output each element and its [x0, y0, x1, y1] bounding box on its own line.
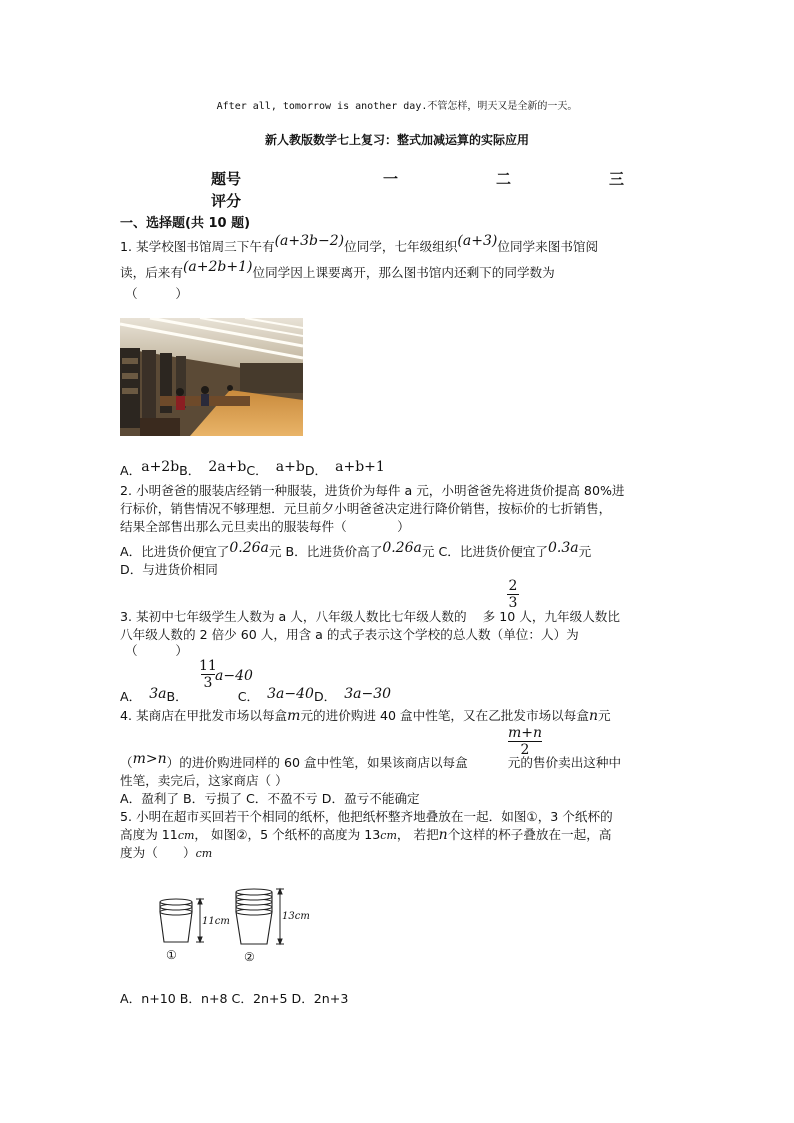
- column-1: 一: [383, 170, 399, 188]
- motto-line: After all, tomorrow is another day.不管怎样，明天又是全新的一天。: [216, 101, 578, 112]
- q4-text: 元的售价卖出这种中: [507, 755, 622, 770]
- q4-line1: [120, 705, 611, 724]
- q5-text: ， 若把: [396, 827, 439, 842]
- column-3: 三: [609, 170, 625, 188]
- q5-text: 个这样的杯子叠放在一起，高: [447, 827, 612, 842]
- q1-options: [120, 460, 385, 479]
- q2-line3: 结果全部售出那么元旦卖出的服装每件（ ）: [120, 519, 410, 534]
- q3-c-expr: 3a−40: [267, 686, 314, 702]
- q4-var-m: m: [287, 708, 301, 724]
- cup-height-label-2: 13cm: [282, 911, 310, 922]
- q4-options[interactable]: A．盈利了 B．亏损了 C．不盈不亏 D．盈亏不能确定: [120, 791, 420, 806]
- figure-label-1: ①: [166, 948, 177, 962]
- q5-line3: [120, 842, 212, 861]
- column-2: 二: [496, 170, 512, 188]
- q1-blank: （ ）: [125, 286, 188, 301]
- q5-unit: cm: [195, 847, 213, 860]
- option-c-label[interactable]: C．: [246, 463, 268, 478]
- q3-b-num: 11: [199, 658, 217, 674]
- q5-unit: cm: [177, 829, 195, 842]
- q3-frac-den: 3: [508, 595, 518, 611]
- q5-text: 高度为 11: [120, 827, 178, 842]
- q2-expr-a: 0.26a: [229, 540, 269, 556]
- q3-line1: [120, 606, 620, 625]
- q3-blank: （ ）: [125, 643, 188, 658]
- library-photo: [120, 318, 303, 436]
- q4-var-n: n: [588, 708, 598, 724]
- q2-unit: 元: [578, 544, 592, 559]
- q3-b-tail: a−40: [215, 668, 253, 684]
- q2-expr-b: 0.26a: [382, 540, 422, 556]
- q4-line3: 性笔，卖完后，这家商店（ ）: [120, 773, 288, 788]
- q4-text: 4. 某商店在甲批发市场以每盒: [120, 708, 288, 723]
- row-label-score: 评分: [211, 192, 242, 210]
- q1-text: 1. 某学校图书馆周三下午有: [120, 239, 275, 254]
- cup-stack-2: [236, 889, 272, 944]
- option-d-label[interactable]: D．: [304, 463, 328, 478]
- q3-option-c[interactable]: C．: [237, 689, 260, 704]
- q2-line1: 2. 小明爸爸的服装店经销一种服装，进货价为每件 a 元，小明爸爸先将进货价提高 80%进: [120, 483, 625, 498]
- q3-options: [120, 686, 391, 705]
- option-d-expr: a+b+1: [335, 459, 385, 475]
- q5-var-n: n: [438, 827, 448, 843]
- q1-expr-2: (a+3): [457, 233, 498, 249]
- q2-options: [120, 541, 591, 560]
- q3-text: 3. 某初中七年级学生人数为 a 人，八年级人数比七年级人数的: [120, 609, 467, 624]
- q2-option-d[interactable]: D．与进货价相同: [120, 562, 218, 577]
- figure-label-2: ②: [244, 950, 255, 964]
- q2-option-a[interactable]: A．比进货价便宜了: [120, 544, 230, 559]
- q3-text: 多 10 人，九年级人数比: [482, 609, 620, 624]
- q1-expr-1: (a+3b−2): [274, 233, 345, 249]
- q5-line1: 5. 小明在超市买回若干个相同的纸杯，他把纸杯整齐地叠放在一起．如图①，3 个纸杯的: [120, 809, 613, 824]
- q4-text: ）的进价购进同样的 60 盒中性笔，如果该商店以每盒: [166, 755, 468, 770]
- option-b-label[interactable]: B．: [179, 463, 201, 478]
- q4-text: 元: [597, 708, 611, 723]
- q3-line2: 八年级人数的 2 倍少 60 人，用含 a 的式子表示这个学校的总人数（单位：人）为: [120, 627, 579, 642]
- q4-frac-den: 2: [520, 742, 530, 758]
- q5-text: ， 如图②，5 个纸杯的高度为 13: [194, 827, 381, 842]
- q3-b-den: 3: [203, 675, 213, 691]
- q5-line2: [120, 824, 611, 843]
- q2-option-c[interactable]: 元 C．比进货价便宜了: [421, 544, 548, 559]
- q4-condition: m>n: [132, 751, 167, 767]
- q1-line1: [120, 233, 599, 255]
- q1-text: 位同学因上课要离开，那么图书馆内还剩下的同学数为: [252, 265, 555, 280]
- q3-frac-num: 2: [508, 578, 518, 594]
- q2-expr-c: 0.3a: [547, 540, 579, 556]
- option-b-expr: 2a+b: [208, 459, 247, 475]
- q4-line2: [120, 752, 621, 771]
- page-title: 新人教版数学七上复习：整式加减运算的实际应用: [264, 133, 529, 147]
- q3-option-d[interactable]: D．: [313, 689, 337, 704]
- option-a-label[interactable]: A．: [120, 463, 142, 478]
- section-heading: 一、选择题(共 10 题): [120, 216, 251, 231]
- option-a-expr: a+2b: [141, 459, 180, 475]
- q2-option-b[interactable]: 元 B．比进货价高了: [268, 544, 383, 559]
- option-c-expr: a+b: [275, 459, 305, 475]
- q1-text: 位同学，七年级组织: [344, 239, 458, 254]
- q4-text: 元的进价购进 40 盒中性笔，又在乙批发市场以每盒: [300, 708, 589, 723]
- q5-unit: cm: [380, 829, 397, 842]
- q1-text: 位同学来图书馆阅: [497, 239, 599, 254]
- q1-line2: [120, 259, 555, 281]
- q2-line2: 行标价，销售情况不够理想．元旦前夕小明爸爸决定进行降价销售，按标价的七折销售，: [120, 501, 612, 516]
- q4-frac-num: m+n: [508, 725, 543, 741]
- q5-options[interactable]: A．n+10 B．n+8 C．2n+5 D．2n+3: [120, 991, 349, 1006]
- q5-text: 度为（ ）: [120, 845, 196, 860]
- cup-height-label-1: 11cm: [202, 916, 230, 927]
- q1-text: 读，后来有: [120, 265, 183, 280]
- q3-a-expr: 3a: [149, 686, 167, 702]
- paper-cups-figure: [148, 876, 318, 970]
- row-label-question-no: 题号: [211, 170, 242, 188]
- q1-expr-3: (a+2b+1): [182, 259, 253, 275]
- q4-text: （: [120, 755, 133, 770]
- q3-option-b[interactable]: B．: [166, 689, 188, 704]
- cup-stack-1: [160, 899, 192, 942]
- q3-d-expr: 3a−30: [344, 686, 392, 702]
- q3-option-a[interactable]: A．: [120, 689, 142, 704]
